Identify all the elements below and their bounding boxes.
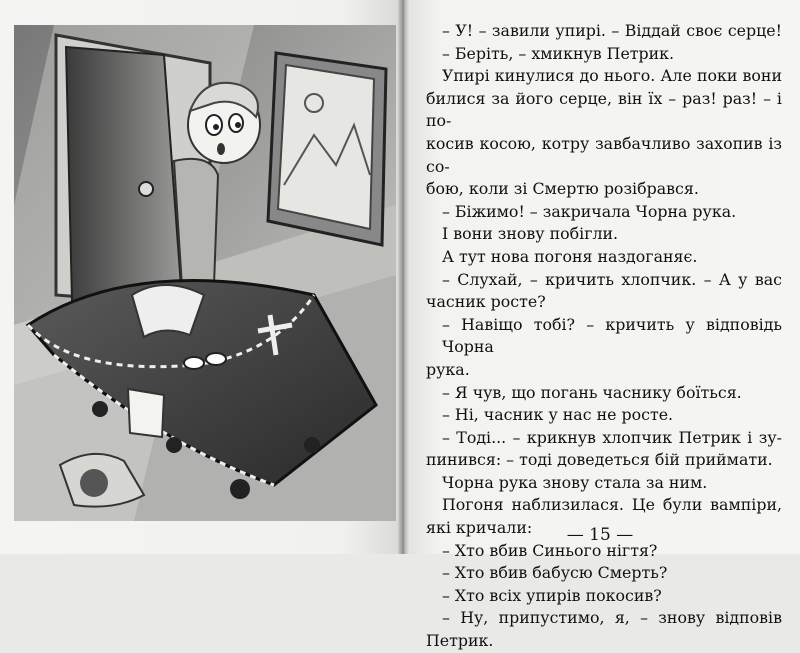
text-line: – Слухай, – кричить хлопчик. – А у вас (442, 269, 782, 289)
text-line: – Ну, припустимо, я, – знову відповів (442, 608, 782, 628)
text-line: – Навіщо тобі? – кричить у відповідь Чорна (442, 314, 782, 357)
text-line: які кричали: (426, 518, 533, 538)
story-text (426, 20, 782, 653)
text-line: – Біжимо! – закричала Чорна рука. (442, 201, 737, 221)
book-gutter (398, 0, 410, 554)
text-line: билися за його серце, він їх – раз! раз! – і по- (426, 88, 782, 131)
text-line: пинився: – тоді доведеться бій приймати. (426, 450, 773, 470)
text-line: – Беріть, – хмикнув Петрик. (442, 43, 675, 63)
text-line: – Тоді... – крикнув хлопчик Петрик і зу- (442, 427, 782, 447)
text-line: – Ні, часник у нас не росте. (442, 405, 674, 425)
left-page (0, 0, 402, 554)
text-line: рука. (426, 359, 470, 379)
text-line: – Я чув, що погань часнику боїться. (442, 382, 742, 402)
text-line: часник росте? (426, 292, 546, 312)
text-line: – Хто вбив Синього нігтя? (442, 540, 658, 560)
text-line: Упирі кинулися до нього. Але поки вони (442, 66, 782, 86)
text-line: І вони знову побігли. (442, 224, 619, 244)
text-line: – Хто всіх упирів покосив? (442, 585, 662, 605)
text-line: – У! – завили упирі. – Віддай своє серце! (442, 21, 782, 40)
text-line: Погоня наблизилася. Це були вампіри, (442, 495, 782, 515)
page-number: — 15 — (566, 525, 634, 545)
text-line: Чорна рука знову стала за ним. (442, 472, 708, 492)
text-line: бою, коли зі Смертю розібрався. (426, 179, 699, 199)
text-line: Петрик. (426, 631, 494, 651)
pencil-illustration (14, 25, 396, 521)
text-line: – Хто вбив бабусю Смерть? (442, 563, 668, 583)
text-line: А тут нова погоня наздоганяє. (442, 246, 698, 266)
text-line: косив косою, котру завбачливо захопив із со- (426, 133, 782, 176)
